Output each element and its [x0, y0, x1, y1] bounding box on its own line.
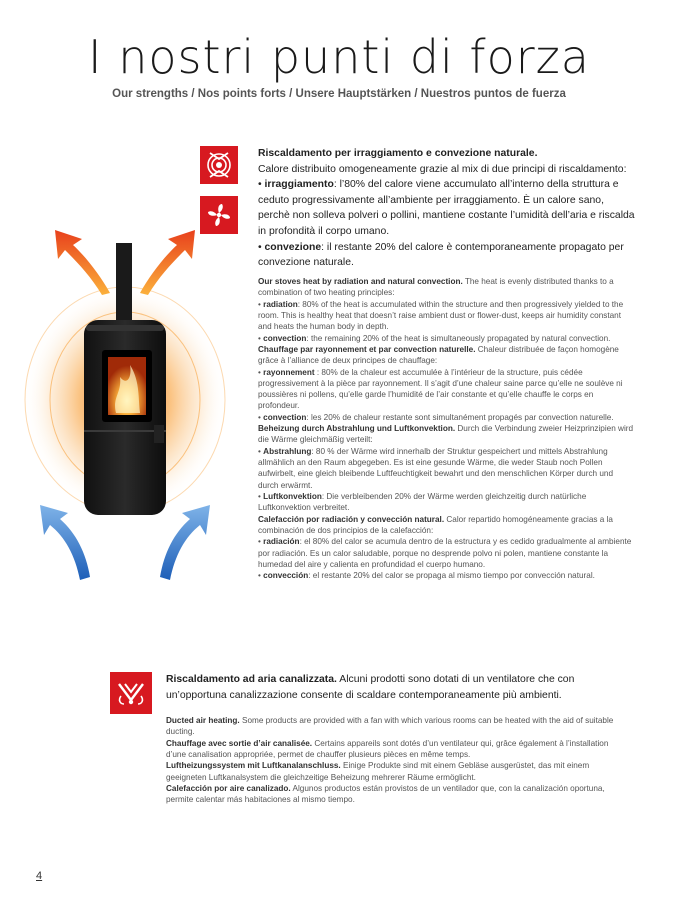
de-ducted: Luftheizungssystem mit Luftkanalanschluss. Einige Produkte sind mit einem Gebläse ausgerüstet, das mit einem geeigneten Luftkanalsystem die gleichzeitige Beheizung mehrerer Räume ermöglicht.	[166, 761, 590, 782]
es-block: Calefacción por radiación y convección natural. Calor repartido homogéneamente gracias a la combinación de dos principios de la calefacción:	[258, 514, 613, 535]
page-title: I nostri punti di forza	[88, 30, 590, 84]
cool-air-arrow-right	[160, 505, 210, 580]
en-ducted: Ducted air heating. Some products are provided with a fan with which various rooms can be heated with the aid of suitable ducting.	[166, 716, 614, 737]
fr-block: Chauffage par rayonnement et par convection naturelle. Chaleur distribuée de façon homogène grâce à l’alliance de deux principes de chauffage:	[258, 344, 619, 366]
radiation-convection-translations: Our stoves heat by radiation and natural convection. The heat is evenly distributed thanks to a combination of two heating principles: • radiation: 80% of the heat is accumulated within the structure and then progressively yielded to the room. This is healthy heat that doesn’t raise ambient dust or flower-dust, keeps air humidity constant and heats the human body in depth. • convection: the remaining 20% of the heat is simultaneously propagated by natural convection. Chauffage par rayonnement et par convection naturelle. Chaleur distribuée de façon homogène grâce à l’alliance de deux principes de chauffage: • rayonnement : 80% de la chaleur est accumulée à l’intérieur de la structure, puis cédée progressivement à la pièce par rayonnement. Il s’agit d’une chaleur saine parce qu’elle ne soulève ni poussières ni pollens, qu’elle garde l’humidité de l’air constante et qu’elle chauffe le corps en profondeur. • convection: les 20% de chaleur restante sont simultanément propagés par convection naturelle. Beheizung durch Abstrahlung und Luftkonvektion. Durch die Verbindung zweier Heizprinzipien wird die Wärme gleichmäßig verteilt: • Abstrahlung: 80 % der Wärme wird innerhalb der Struktur gespeichert und mittels Abstrahlung allmählich an den Raum abgegeben. Es ist eine gesunde Wärme, die weder Staub noch Pollen aufwirbelt, eine gleich bleibende Luftfeuchtigkeit bewahrt und den menschlichen Körper durch und durch erwärmt. • Luftkonvektion: Die verbleibenden 20% der Wärme werden gleichzeitig durch natürliche Luftkonvektion verbreitet. Calefacción por radiación y convección natural. Calor repartido homogéneamente gracias a la combinación de dos principios de la calefacción: • radiación: el 80% del calor se acumula dentro de la estructura y es cedido gradualmente al ambiente por radiación. Es un calor saludable, porque no desprende polvo ni polen, mantiene constante la humedad del aire y calienta en profundidad el cuerpo humano. • convección: el restante 20% del calor se propaga al mismo tiempo por convección natural.	[258, 277, 634, 581]
es-ducted: Calefacción por aire canalizado. Algunos productos están provistos de un ventilador que, con la canalización oportuna, permite calentar más habitaciones al mismo tiempo.	[166, 783, 605, 805]
ducted-air-italian: Riscaldamento ad aria canalizzata. Alcuni prodotti sono dotati di un ventilatore che con un’opportuna canalizzazione consente di scaldare contemporaneamente più ambienti.	[166, 674, 575, 701]
radiation-convection-italian	[258, 146, 638, 271]
ducted-air-icon	[110, 672, 152, 714]
stove-illustration	[20, 225, 230, 595]
radiation-icon	[200, 146, 238, 184]
hot-air-arrow-left	[55, 230, 110, 295]
de-block: Beheizung durch Abstrahlung und Luftkonvektion. Durch die Verbindung zweier Heizprinzipien wird die Wärme gleichmäßig verteilt:	[258, 424, 634, 445]
section1-bullet-irraggiamento: • irraggiamento: l’80% del calore viene accumulato all’interno della struttura e ceduto progressivamente all’ambiente per irraggiamento. È un calore sano, perchè non solleva polveri o pollini, mantiene costante l’umidità dell’aria e riscalda in profondità il corpo umano.	[258, 179, 635, 238]
section1-intro: Calore distribuito omogeneamente grazie al mix di due principi di riscaldamento:	[258, 163, 627, 175]
section1-bullet-convezione: • convezione: il restante 20% del calore è contemporaneamente propagato per convezione naturale.	[258, 241, 624, 269]
convection-fan-icon	[200, 196, 238, 234]
ducted-air-translations	[166, 715, 616, 806]
hot-air-arrow-right	[140, 230, 195, 295]
stove-flue	[116, 243, 132, 325]
fr-ducted: Chauffage avec sortie d’air canalisée. Certains appareils sont dotés d’un ventilateur qui, grâce également à l’installation d’une canalisation appropriée, permet de chauffer plusieurs pièces en même temps.	[166, 738, 609, 759]
page-number: 4	[36, 870, 43, 882]
page-subtitle: Our strengths / Nos points forts / Unsere Hauptstärken / Nuestros puntos de fuerza	[112, 88, 566, 100]
section1-heading: Riscaldamento per irraggiamento e convezione naturale.	[258, 148, 538, 159]
cool-air-arrow-left	[40, 505, 90, 580]
en-block: Our stoves heat by radiation and natural convection. The heat is evenly distributed thanks to a combination of two heating principles:	[258, 277, 614, 298]
